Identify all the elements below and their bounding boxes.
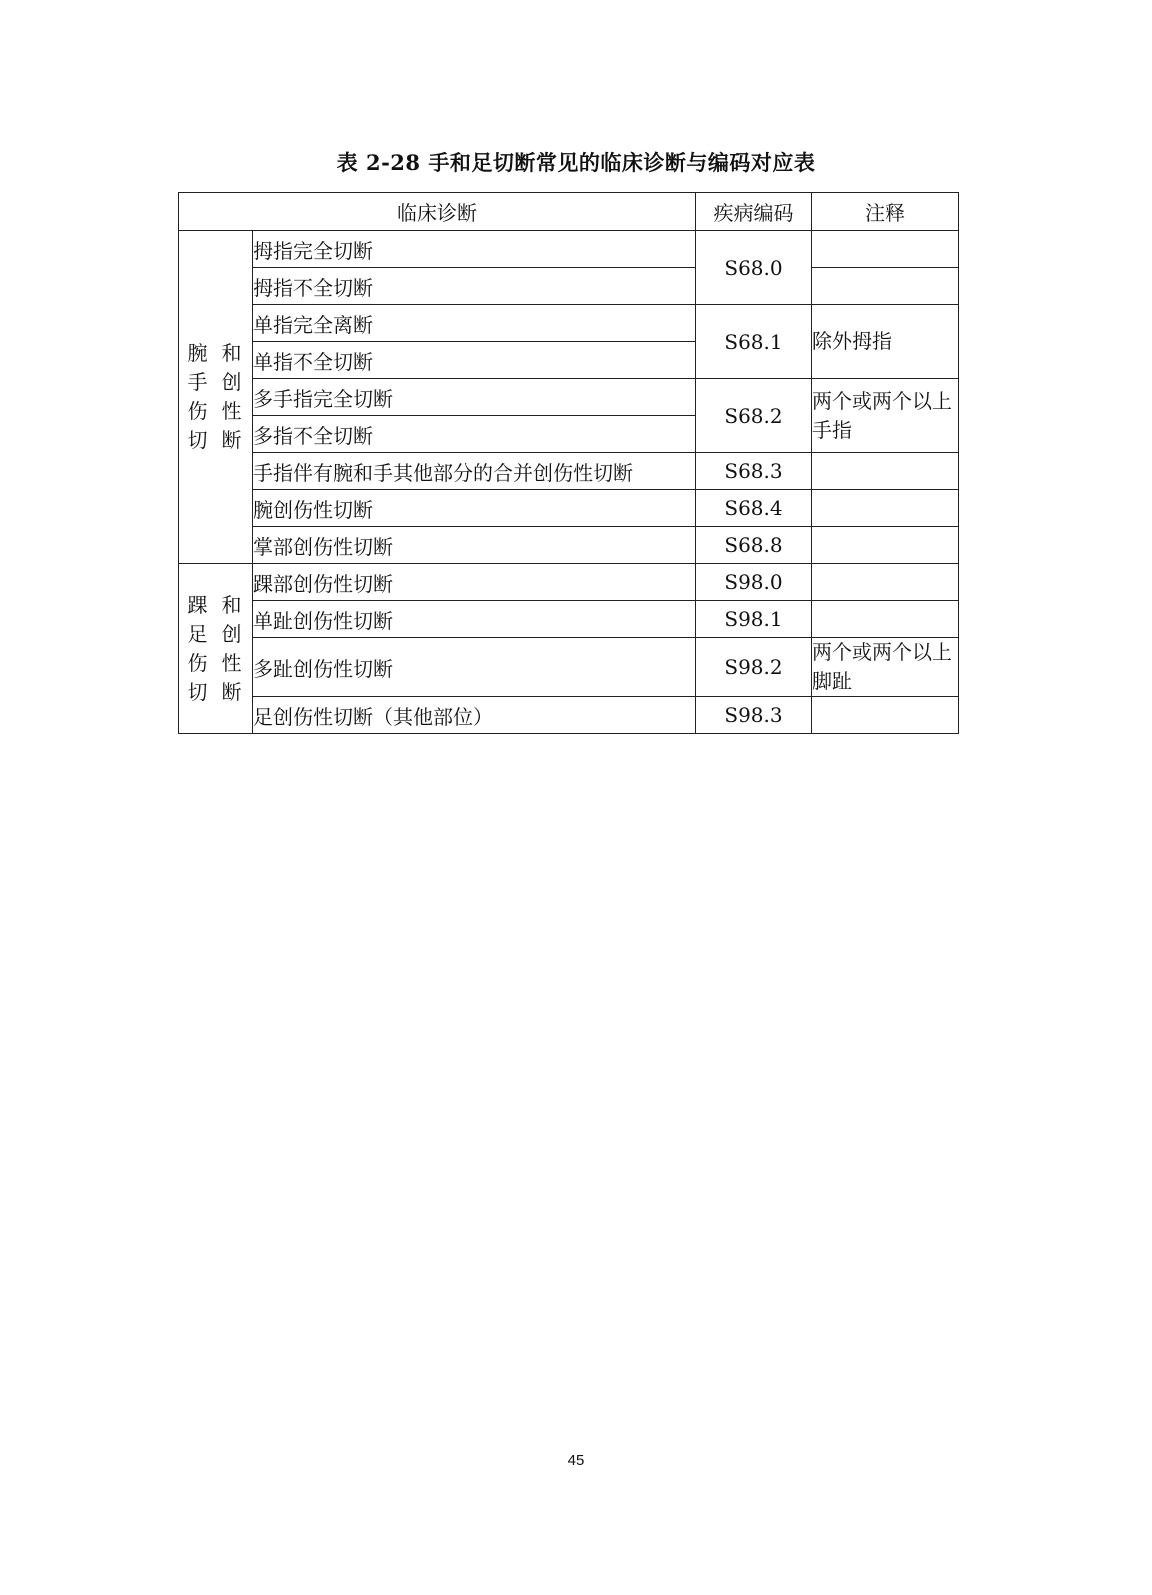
table-row: [179, 564, 959, 601]
note-cell: 除外拇指: [812, 305, 959, 379]
note-cell: [812, 268, 959, 305]
table-row: [179, 601, 959, 638]
note-cell: [812, 453, 959, 490]
diagnosis-cell: 单趾创伤性切断: [253, 601, 696, 638]
table-header-row: [179, 193, 959, 231]
diagnosis-cell: 多手指完全切断: [253, 379, 696, 416]
table-row: [179, 305, 959, 342]
code-cell: S68.4: [696, 490, 812, 527]
diagnosis-cell: 拇指不全切断: [253, 268, 696, 305]
diagnosis-cell: 踝部创伤性切断: [253, 564, 696, 601]
diagnosis-cell: 掌部创伤性切断: [253, 527, 696, 564]
note-cell: [812, 527, 959, 564]
table-row: [179, 231, 959, 268]
table-row: [179, 638, 959, 697]
code-cell: S98.0: [696, 564, 812, 601]
diagnosis-cell: 拇指完全切断: [253, 231, 696, 268]
diagnosis-cell: 手指伴有腕和手其他部分的合并创伤性切断: [253, 453, 696, 490]
note-cell: [812, 697, 959, 734]
header-diagnosis: 临床诊断: [179, 193, 696, 231]
group-label-text: 腕和手创伤性切断: [187, 341, 244, 452]
header-note: 注释: [812, 193, 959, 231]
diagnosis-cell: 多趾创伤性切断: [253, 638, 696, 697]
diagnosis-code-table: [178, 192, 959, 734]
note-cell: [812, 564, 959, 601]
note-cell: [812, 490, 959, 527]
table-row: [179, 490, 959, 527]
code-cell: S68.1: [696, 305, 812, 379]
group-label-foot: [179, 564, 253, 734]
page-number: 45: [567, 1452, 585, 1469]
table-title: 表 2-28 手和足切断常见的临床诊断与编码对应表: [336, 150, 816, 175]
note-cell: 两个或两个以上脚趾: [812, 638, 959, 697]
code-cell: S98.1: [696, 601, 812, 638]
note-cell: [812, 601, 959, 638]
code-cell: S68.0: [696, 231, 812, 305]
group-label-hand: [179, 231, 253, 564]
diagnosis-cell: 单指不全切断: [253, 342, 696, 379]
note-cell: 两个或两个以上手指: [812, 379, 959, 453]
code-cell: S98.2: [696, 638, 812, 697]
table-row: [179, 527, 959, 564]
code-cell: S98.3: [696, 697, 812, 734]
diagnosis-cell: 单指完全离断: [253, 305, 696, 342]
diagnosis-cell: 足创伤性切断（其他部位）: [253, 697, 696, 734]
diagnosis-cell: 腕创伤性切断: [253, 490, 696, 527]
header-code: 疾病编码: [696, 193, 812, 231]
group-label-text: 踝和足创伤性切断: [187, 592, 244, 704]
table-row: [179, 379, 959, 416]
table-row: [179, 268, 959, 305]
code-cell: S68.3: [696, 453, 812, 490]
table-row: [179, 453, 959, 490]
table-row: [179, 697, 959, 734]
diagnosis-cell: 多指不全切断: [253, 416, 696, 453]
note-cell: [812, 231, 959, 268]
code-cell: S68.2: [696, 379, 812, 453]
code-cell: S68.8: [696, 527, 812, 564]
